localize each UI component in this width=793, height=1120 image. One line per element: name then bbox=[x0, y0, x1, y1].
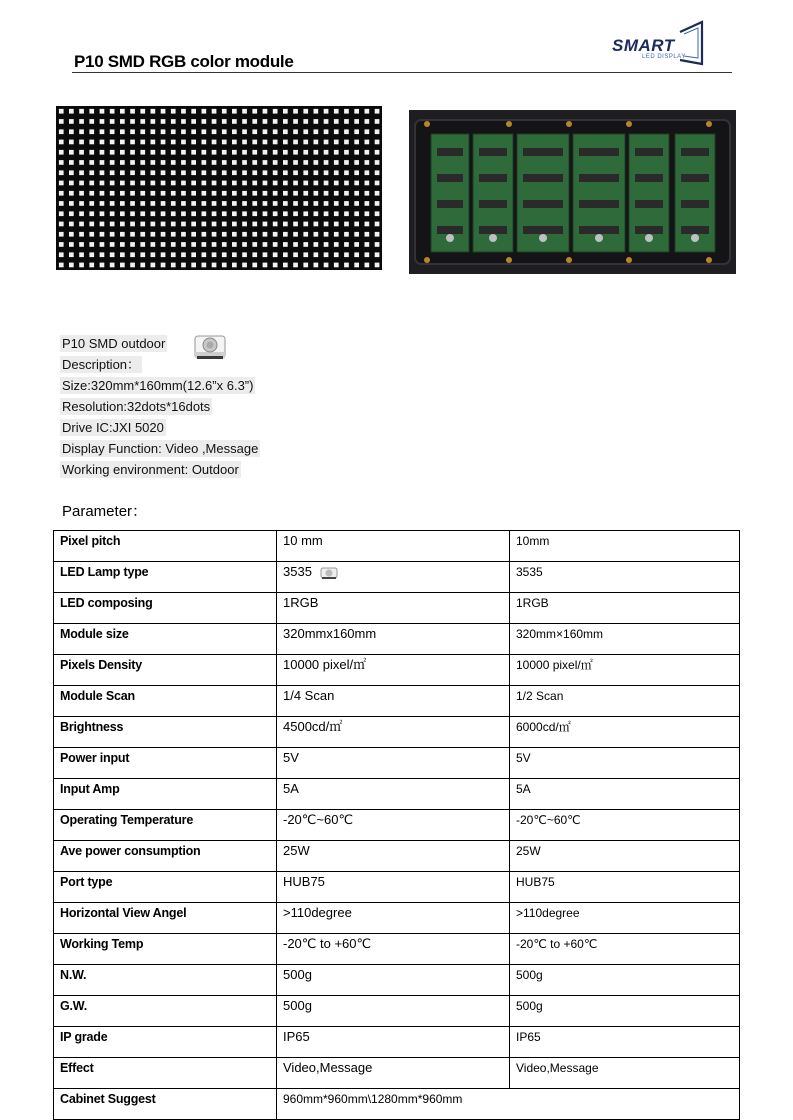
smd-led-icon bbox=[320, 566, 338, 580]
param-value-a-text: >110degree bbox=[283, 905, 352, 920]
logo-subtext: LED DISPLAY bbox=[642, 54, 686, 60]
param-value-a-text: 10 mm bbox=[283, 533, 323, 548]
param-value-merged: 960mm*960mm\1280mm*960mm bbox=[277, 1089, 740, 1120]
table-row bbox=[54, 593, 740, 624]
led-module-front-photo bbox=[56, 106, 382, 270]
table-row bbox=[54, 779, 740, 810]
param-value-b: 1RGB bbox=[510, 593, 740, 624]
param-label: Working Temp bbox=[54, 934, 277, 965]
desc-line-heading: Description： bbox=[62, 357, 141, 372]
param-value-a bbox=[277, 872, 510, 903]
param-value-b: 25W bbox=[510, 841, 740, 872]
param-value-a bbox=[277, 1027, 510, 1058]
param-label: Module Scan bbox=[54, 686, 277, 717]
param-value-a bbox=[277, 1058, 510, 1089]
table-row bbox=[54, 965, 740, 996]
desc-line-size: Size:320mm*160mm(12.6”x 6.3”) bbox=[62, 378, 254, 393]
smd-led-icon bbox=[192, 332, 228, 362]
param-label: LED composing bbox=[54, 593, 277, 624]
param-label: Cabinet Suggest bbox=[54, 1089, 277, 1120]
param-value-b: 500g bbox=[510, 965, 740, 996]
table-row bbox=[54, 655, 740, 686]
param-value-a bbox=[277, 903, 510, 934]
smart-logo bbox=[612, 18, 712, 70]
param-value-a bbox=[277, 996, 510, 1027]
desc-line-environment: Working environment: Outdoor bbox=[62, 462, 239, 477]
param-value-a bbox=[277, 934, 510, 965]
table-row bbox=[54, 1089, 740, 1120]
table-row bbox=[54, 717, 740, 748]
param-value-b: 1/2 Scan bbox=[510, 686, 740, 717]
table-row bbox=[54, 1058, 740, 1089]
table-row bbox=[54, 531, 740, 562]
param-label: Pixels Density bbox=[54, 655, 277, 686]
param-value-a bbox=[277, 779, 510, 810]
param-value-b: 10mm bbox=[510, 531, 740, 562]
param-label: IP grade bbox=[54, 1027, 277, 1058]
param-value-a-text: 25W bbox=[283, 843, 310, 858]
param-value-b: 10000 pixel/㎡ bbox=[510, 655, 740, 686]
param-label: Brightness bbox=[54, 717, 277, 748]
param-label: G.W. bbox=[54, 996, 277, 1027]
table-row bbox=[54, 624, 740, 655]
table-row bbox=[54, 872, 740, 903]
param-value-a-text: 10000 pixel/㎡ bbox=[283, 657, 367, 672]
param-value-a bbox=[277, 965, 510, 996]
logo-text: SMART bbox=[612, 36, 675, 55]
param-value-b: IP65 bbox=[510, 1027, 740, 1058]
param-value-a-text: 500g bbox=[283, 998, 312, 1013]
param-value-b: -20℃~60℃ bbox=[510, 810, 740, 841]
param-value-a bbox=[277, 593, 510, 624]
table-row bbox=[54, 562, 740, 593]
param-label: Horizontal View Angel bbox=[54, 903, 277, 934]
parameter-heading: Parameter： bbox=[62, 503, 148, 520]
table-row bbox=[54, 686, 740, 717]
param-value-b: >110degree bbox=[510, 903, 740, 934]
param-value-a-text: IP65 bbox=[283, 1029, 310, 1044]
table-row bbox=[54, 903, 740, 934]
param-value-a bbox=[277, 655, 510, 686]
param-value-a-text: -20℃ to +60℃ bbox=[283, 936, 372, 951]
param-value-a bbox=[277, 686, 510, 717]
param-label: LED Lamp type bbox=[54, 562, 277, 593]
desc-line-drive-ic: Drive IC:JXI 5020 bbox=[62, 420, 164, 435]
param-value-a-text: 1RGB bbox=[283, 595, 319, 610]
param-value-a-text: 5V bbox=[283, 750, 299, 765]
table-row bbox=[54, 934, 740, 965]
param-value-a-text: 5A bbox=[283, 781, 299, 796]
param-value-a-text: Video,Message bbox=[283, 1060, 373, 1075]
param-label: Module size bbox=[54, 624, 277, 655]
param-value-b: Video,Message bbox=[510, 1058, 740, 1089]
table-row bbox=[54, 996, 740, 1027]
param-label: Operating Temperature bbox=[54, 810, 277, 841]
param-value-a bbox=[277, 562, 510, 593]
param-value-a-text: 1/4 Scan bbox=[283, 688, 335, 703]
param-label: Input Amp bbox=[54, 779, 277, 810]
param-label: Power input bbox=[54, 748, 277, 779]
spec-table bbox=[53, 530, 740, 1120]
param-value-b: -20℃ to +60℃ bbox=[510, 934, 740, 965]
param-value-a-text: 500g bbox=[283, 967, 312, 982]
param-value-a bbox=[277, 841, 510, 872]
table-row bbox=[54, 748, 740, 779]
param-value-a-text: HUB75 bbox=[283, 874, 325, 889]
param-value-b: 5V bbox=[510, 748, 740, 779]
param-label: Port type bbox=[54, 872, 277, 903]
param-label: Pixel pitch bbox=[54, 531, 277, 562]
param-label: Effect bbox=[54, 1058, 277, 1089]
led-module-back-photo bbox=[409, 110, 736, 274]
param-value-a bbox=[277, 531, 510, 562]
desc-line-display-function: Display Function: Video ,Message bbox=[62, 441, 259, 456]
param-value-a-text: 320mmx160mm bbox=[283, 626, 377, 641]
param-value-b: 500g bbox=[510, 996, 740, 1027]
param-value-b: 3535 bbox=[510, 562, 740, 593]
table-row bbox=[54, 810, 740, 841]
param-value-a-text: 4500cd/㎡ bbox=[283, 719, 343, 734]
param-value-a bbox=[277, 624, 510, 655]
param-value-b: HUB75 bbox=[510, 872, 740, 903]
param-label: Ave power consumption bbox=[54, 841, 277, 872]
param-value-b: 320mm×160mm bbox=[510, 624, 740, 655]
param-value-a-text: 3535 bbox=[283, 564, 312, 579]
param-value-a bbox=[277, 810, 510, 841]
header-divider bbox=[72, 72, 732, 73]
table-row bbox=[54, 841, 740, 872]
table-row bbox=[54, 1027, 740, 1058]
param-label: N.W. bbox=[54, 965, 277, 996]
param-value-b: 5A bbox=[510, 779, 740, 810]
page-title: P10 SMD RGB color module bbox=[74, 52, 294, 71]
param-value-a bbox=[277, 748, 510, 779]
param-value-a-text: -20℃~60℃ bbox=[283, 812, 354, 827]
param-value-b: 6000cd/㎡ bbox=[510, 717, 740, 748]
desc-line-type: P10 SMD outdoor bbox=[62, 336, 166, 351]
param-value-a bbox=[277, 717, 510, 748]
desc-line-resolution: Resolution:32dots*16dots bbox=[62, 399, 211, 414]
